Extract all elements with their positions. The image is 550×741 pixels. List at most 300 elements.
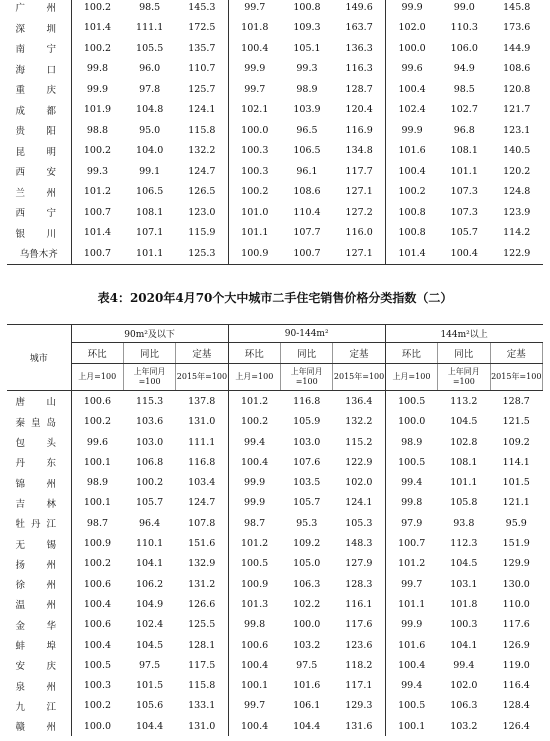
index-value: 124.7: [176, 161, 228, 182]
index-value: 127.1: [333, 243, 385, 264]
index-value: 100.3: [241, 165, 269, 177]
index-value: 101.2: [240, 538, 269, 550]
index-value: 100.4: [241, 42, 269, 54]
index-value: 126.4: [502, 720, 530, 732]
index-value: 101.4: [83, 22, 112, 34]
index-value: 99.0: [453, 1, 475, 13]
index-value: 109.3: [293, 22, 321, 34]
index-value: 101.2: [398, 558, 426, 570]
index-value: 95.0: [139, 124, 161, 136]
index-value: 122.9: [503, 247, 531, 259]
index-value: 111.1: [176, 432, 228, 452]
index-value: 124.1: [176, 100, 228, 121]
table-row: [7, 635, 543, 655]
group-header-large: 144m²以上: [385, 325, 542, 343]
index-value: 100.6: [83, 619, 112, 631]
city-name: 贵 阳: [7, 120, 71, 141]
index-value: 96.5: [296, 124, 318, 136]
table-row: [7, 141, 543, 162]
index-value: 151.6: [176, 533, 228, 553]
sub-header: 环比: [228, 343, 280, 364]
table-row: [7, 18, 543, 39]
table-row: [7, 533, 543, 553]
index-value: 101.5: [135, 680, 164, 692]
index-value: 100.6: [83, 395, 112, 407]
table-row: [7, 223, 543, 244]
city-name: 牡丹江: [7, 513, 71, 533]
index-value: 109.2: [502, 436, 530, 448]
index-value: 131.0: [176, 412, 228, 432]
index-value: 103.1: [450, 578, 478, 590]
index-value: 110.1: [135, 538, 164, 550]
index-value: 115.8: [176, 120, 228, 141]
city-name: 西 安: [7, 161, 71, 182]
index-value: 100.4: [83, 598, 112, 610]
index-value: 102.8: [450, 436, 478, 448]
table-row: [7, 161, 543, 182]
sub-header: 环比: [71, 343, 123, 364]
index-value: 136.3: [333, 38, 385, 59]
index-value: 101.8: [241, 22, 269, 34]
index-value: 105.7: [293, 497, 321, 509]
index-value: 104.5: [450, 416, 478, 428]
index-value: 99.9: [86, 83, 109, 95]
city-name: 重 庆: [7, 79, 71, 100]
index-value: 100.6: [83, 578, 112, 590]
index-value: 100.4: [240, 456, 269, 468]
index-value: 100.3: [450, 619, 478, 631]
index-value: 130.0: [502, 578, 530, 590]
index-value: 101.6: [398, 145, 426, 157]
index-value: 100.1: [240, 680, 269, 692]
index-value: 100.4: [398, 165, 426, 177]
index-value: 106.1: [293, 700, 321, 712]
index-value: 103.0: [293, 436, 321, 448]
index-value: 101.1: [450, 165, 478, 177]
city-name: 无 锡: [7, 533, 71, 553]
index-value: 104.9: [135, 598, 164, 610]
table-row: [7, 182, 543, 203]
index-value: 116.8: [176, 452, 228, 472]
index-value: 126.5: [176, 182, 228, 203]
table-row: [7, 574, 543, 594]
index-value: 100.4: [240, 720, 269, 732]
index-value: 148.3: [333, 533, 385, 553]
city-name: 吉 林: [7, 493, 71, 513]
index-value: 125.5: [176, 615, 228, 635]
basis-header: 2015年=100: [176, 364, 228, 391]
index-value: 118.2: [333, 655, 385, 675]
index-value: 110.7: [176, 59, 228, 80]
index-value: 103.2: [293, 639, 321, 651]
index-value: 104.5: [135, 639, 164, 651]
city-column-header: 城市: [7, 325, 71, 391]
table-row: [7, 452, 543, 472]
city-name: 温 州: [7, 594, 71, 614]
index-value: 100.2: [83, 42, 112, 54]
index-value: 99.9: [401, 619, 423, 631]
index-value: 99.3: [296, 63, 318, 75]
index-value: 120.8: [503, 83, 531, 95]
table-row: [7, 100, 543, 121]
index-value: 100.0: [293, 619, 321, 631]
index-value: 132.2: [333, 412, 385, 432]
index-value: 100.9: [240, 578, 269, 590]
index-value: 99.3: [86, 165, 109, 177]
index-value: 103.4: [176, 472, 228, 492]
index-value: 100.9: [241, 247, 269, 259]
index-value: 134.8: [333, 141, 385, 162]
index-value: 113.2: [450, 395, 478, 407]
index-value: 140.5: [503, 145, 531, 157]
index-value: 131.2: [176, 574, 228, 594]
city-name: 乌鲁木齐: [7, 243, 71, 264]
table-row: [7, 554, 543, 574]
index-value: 112.3: [450, 538, 478, 550]
index-value: 100.2: [135, 477, 164, 489]
index-value: 100.4: [450, 247, 478, 259]
index-value: 99.4: [401, 680, 423, 692]
index-value: 100.1: [83, 456, 112, 468]
index-value: 96.1: [296, 165, 318, 177]
sub-header: 定基: [490, 343, 543, 364]
group-header-medium: 90-144m²: [228, 325, 385, 343]
index-value: 100.2: [83, 145, 112, 157]
index-value: 121.5: [502, 416, 530, 428]
index-value: 100.5: [398, 700, 426, 712]
index-value: 101.6: [398, 639, 426, 651]
basis-header: 上月=100: [228, 364, 280, 391]
index-value: 105.3: [333, 513, 385, 533]
index-value: 127.2: [333, 202, 385, 223]
bottom-price-index-table: [7, 324, 543, 736]
index-value: 102.4: [398, 104, 426, 116]
table-row: [7, 472, 543, 492]
city-name: 泉 州: [7, 675, 71, 695]
index-value: 100.4: [398, 659, 426, 671]
index-value: 145.8: [503, 1, 531, 13]
sub-header: 同比: [438, 343, 490, 364]
index-value: 133.1: [176, 696, 228, 716]
index-value: 98.5: [139, 1, 161, 13]
basis-header: 上月=100: [71, 364, 123, 391]
index-value: 114.1: [502, 456, 530, 468]
index-value: 172.5: [176, 18, 228, 39]
index-value: 108.1: [136, 206, 164, 218]
group-header-small: 90m²及以下: [71, 325, 228, 343]
index-value: 102.0: [333, 472, 385, 492]
city-name: 秦皇岛: [7, 412, 71, 432]
city-name: 徐 州: [7, 574, 71, 594]
index-value: 122.9: [333, 452, 385, 472]
city-name: 广 州: [7, 0, 71, 18]
index-value: 101.5: [502, 477, 530, 489]
index-value: 115.3: [135, 395, 164, 407]
sub-header: 同比: [281, 343, 333, 364]
basis-header: 2015年=100: [333, 364, 385, 391]
index-value: 136.4: [333, 391, 385, 412]
index-value: 117.6: [333, 615, 385, 635]
index-value: 99.9: [243, 477, 266, 489]
basis-header: 上月=100: [385, 364, 437, 391]
index-value: 100.5: [398, 456, 426, 468]
index-value: 123.9: [503, 206, 531, 218]
table-row: [7, 0, 543, 18]
index-value: 117.6: [502, 619, 530, 631]
index-value: 96.4: [138, 517, 161, 529]
top-price-index-table: [7, 0, 543, 265]
index-value: 109.2: [293, 538, 321, 550]
table-row: [7, 432, 543, 452]
index-value: 99.6: [86, 436, 109, 448]
index-value: 108.6: [503, 63, 531, 75]
index-value: 105.7: [135, 497, 164, 509]
index-value: 125.7: [176, 79, 228, 100]
table-row: [7, 243, 543, 264]
city-name: 唐 山: [7, 391, 71, 412]
index-value: 101.4: [83, 227, 112, 239]
index-value: 98.9: [296, 83, 318, 95]
index-value: 96.8: [453, 124, 475, 136]
index-value: 104.4: [293, 720, 321, 732]
index-value: 101.4: [398, 247, 426, 259]
index-value: 100.7: [83, 206, 112, 218]
index-value: 99.4: [401, 477, 423, 489]
index-value: 98.5: [453, 83, 475, 95]
city-name: 昆 明: [7, 141, 71, 162]
index-value: 99.7: [244, 1, 266, 13]
index-value: 99.7: [401, 578, 423, 590]
index-value: 101.3: [240, 598, 269, 610]
index-value: 144.9: [503, 42, 531, 54]
index-value: 97.8: [139, 83, 161, 95]
index-value: 101.2: [240, 395, 269, 407]
index-value: 98.8: [86, 124, 109, 136]
index-value: 101.0: [241, 206, 269, 218]
index-value: 97.5: [296, 659, 318, 671]
sub-header: 定基: [176, 343, 228, 364]
index-value: 99.8: [86, 63, 109, 75]
table-row: [7, 79, 543, 100]
index-value: 99.6: [401, 63, 423, 75]
index-value: 110.0: [502, 598, 530, 610]
index-value: 123.1: [503, 124, 531, 136]
index-value: 101.1: [450, 477, 478, 489]
index-value: 103.6: [135, 416, 164, 428]
index-value: 116.9: [333, 120, 385, 141]
index-value: 105.5: [136, 42, 164, 54]
index-value: 125.3: [176, 243, 228, 264]
table-row: [7, 675, 543, 695]
index-value: 100.2: [83, 558, 112, 570]
city-name: 海 口: [7, 59, 71, 80]
index-value: 100.6: [240, 639, 269, 651]
index-value: 107.3: [450, 206, 478, 218]
index-value: 131.0: [176, 716, 228, 736]
basis-header: 上年同月=100: [123, 364, 175, 391]
index-value: 115.2: [333, 432, 385, 452]
sub-header: 环比: [385, 343, 437, 364]
index-value: 100.2: [83, 1, 112, 13]
index-value: 100.1: [398, 720, 426, 732]
index-value: 116.3: [333, 59, 385, 80]
index-value: 124.1: [333, 493, 385, 513]
index-value: 106.5: [293, 145, 321, 157]
index-value: 100.8: [398, 206, 426, 218]
index-value: 120.4: [333, 100, 385, 121]
table-row: [7, 594, 543, 614]
index-value: 100.4: [240, 659, 269, 671]
city-name: 扬 州: [7, 554, 71, 574]
index-value: 101.9: [83, 104, 112, 116]
index-value: 100.5: [398, 395, 426, 407]
table-row: [7, 615, 543, 635]
index-value: 100.0: [241, 124, 269, 136]
basis-header: 上年同月=100: [281, 364, 333, 391]
index-value: 100.3: [241, 145, 269, 157]
index-value: 99.7: [244, 83, 266, 95]
table-title: 表4：2020年4月70个大中城市二手住宅销售价格分类指数（二）: [97, 291, 453, 305]
index-value: 107.7: [293, 227, 321, 239]
index-value: 95.3: [296, 517, 318, 529]
index-value: 95.9: [505, 517, 527, 529]
city-name: 深 圳: [7, 18, 71, 39]
index-value: 116.0: [333, 223, 385, 244]
index-value: 101.6: [293, 680, 321, 692]
index-value: 100.2: [241, 186, 269, 198]
index-value: 117.7: [333, 161, 385, 182]
index-value: 101.8: [450, 598, 478, 610]
city-name: 安 庆: [7, 655, 71, 675]
index-value: 99.8: [243, 619, 266, 631]
index-value: 97.9: [401, 517, 423, 529]
index-value: 100.2: [398, 186, 426, 198]
index-value: 103.2: [450, 720, 478, 732]
index-value: 100.8: [398, 227, 426, 239]
index-value: 100.7: [83, 247, 112, 259]
index-value: 93.8: [453, 517, 475, 529]
index-value: 102.4: [135, 619, 164, 631]
city-name: 金 华: [7, 615, 71, 635]
index-value: 98.7: [86, 517, 109, 529]
index-value: 128.7: [333, 79, 385, 100]
sub-header: 同比: [123, 343, 175, 364]
index-value: 102.0: [398, 22, 426, 34]
index-value: 98.9: [86, 477, 109, 489]
index-value: 110.4: [293, 206, 321, 218]
table-row: [7, 412, 543, 432]
index-value: 101.2: [83, 186, 112, 198]
index-value: 100.4: [83, 639, 112, 651]
city-name: 兰 州: [7, 182, 71, 203]
index-value: 100.9: [83, 538, 112, 550]
table-row: [7, 38, 543, 59]
index-value: 99.8: [401, 497, 423, 509]
index-value: 128.3: [333, 574, 385, 594]
city-name: 包 头: [7, 432, 71, 452]
city-name: 西 宁: [7, 202, 71, 223]
city-name: 蚌 埠: [7, 635, 71, 655]
index-value: 99.1: [139, 165, 161, 177]
index-value: 128.4: [502, 700, 530, 712]
index-value: 137.8: [176, 391, 228, 412]
index-value: 99.9: [401, 124, 423, 136]
table-row: [7, 655, 543, 675]
index-value: 116.4: [502, 680, 530, 692]
index-value: 108.1: [450, 145, 478, 157]
index-value: 100.2: [83, 700, 112, 712]
table-row: [7, 59, 543, 80]
index-value: 100.7: [293, 247, 321, 259]
index-value: 105.8: [450, 497, 478, 509]
index-value: 107.6: [293, 456, 321, 468]
index-value: 126.6: [176, 594, 228, 614]
index-value: 105.7: [450, 227, 478, 239]
index-value: 106.3: [293, 578, 321, 590]
index-value: 105.9: [293, 416, 321, 428]
index-value: 103.9: [293, 104, 321, 116]
index-value: 116.8: [293, 395, 321, 407]
index-value: 127.9: [333, 554, 385, 574]
sub-header: 定基: [333, 343, 385, 364]
index-value: 163.7: [333, 18, 385, 39]
index-value: 100.5: [83, 659, 112, 671]
index-value: 99.9: [244, 63, 266, 75]
index-value: 100.4: [398, 83, 426, 95]
index-value: 104.1: [450, 639, 478, 651]
table-row: [7, 493, 543, 513]
index-value: 101.1: [398, 598, 426, 610]
city-name: 赣 州: [7, 716, 71, 736]
index-value: 116.1: [333, 594, 385, 614]
table-row: [7, 120, 543, 141]
index-value: 107.1: [136, 227, 164, 239]
city-name: 成 都: [7, 100, 71, 121]
index-value: 124.8: [503, 186, 531, 198]
index-value: 123.0: [176, 202, 228, 223]
index-value: 99.4: [243, 436, 266, 448]
index-value: 121.7: [503, 104, 531, 116]
index-value: 123.6: [333, 635, 385, 655]
index-value: 104.0: [136, 145, 164, 157]
basis-header: 2015年=100: [490, 364, 543, 391]
index-value: 115.8: [176, 675, 228, 695]
index-value: 103.5: [293, 477, 321, 489]
index-value: 106.8: [135, 456, 164, 468]
index-value: 102.2: [293, 598, 321, 610]
city-name: 丹 东: [7, 452, 71, 472]
basis-header: 上年同月=100: [438, 364, 490, 391]
index-value: 104.1: [135, 558, 164, 570]
index-value: 104.4: [135, 720, 164, 732]
index-value: 173.6: [503, 22, 531, 34]
city-name: 银 川: [7, 223, 71, 244]
index-value: 100.0: [398, 416, 426, 428]
index-value: 106.5: [136, 186, 164, 198]
index-value: 99.7: [243, 700, 266, 712]
city-name: 九 江: [7, 696, 71, 716]
index-value: 124.7: [176, 493, 228, 513]
index-value: 107.3: [450, 186, 478, 198]
index-value: 128.1: [176, 635, 228, 655]
index-value: 117.5: [176, 655, 228, 675]
table-row: [7, 716, 543, 736]
index-value: 129.3: [333, 696, 385, 716]
table-row: [7, 513, 543, 533]
index-value: 106.3: [450, 700, 478, 712]
index-value: 132.2: [176, 141, 228, 162]
index-value: 100.2: [83, 416, 112, 428]
